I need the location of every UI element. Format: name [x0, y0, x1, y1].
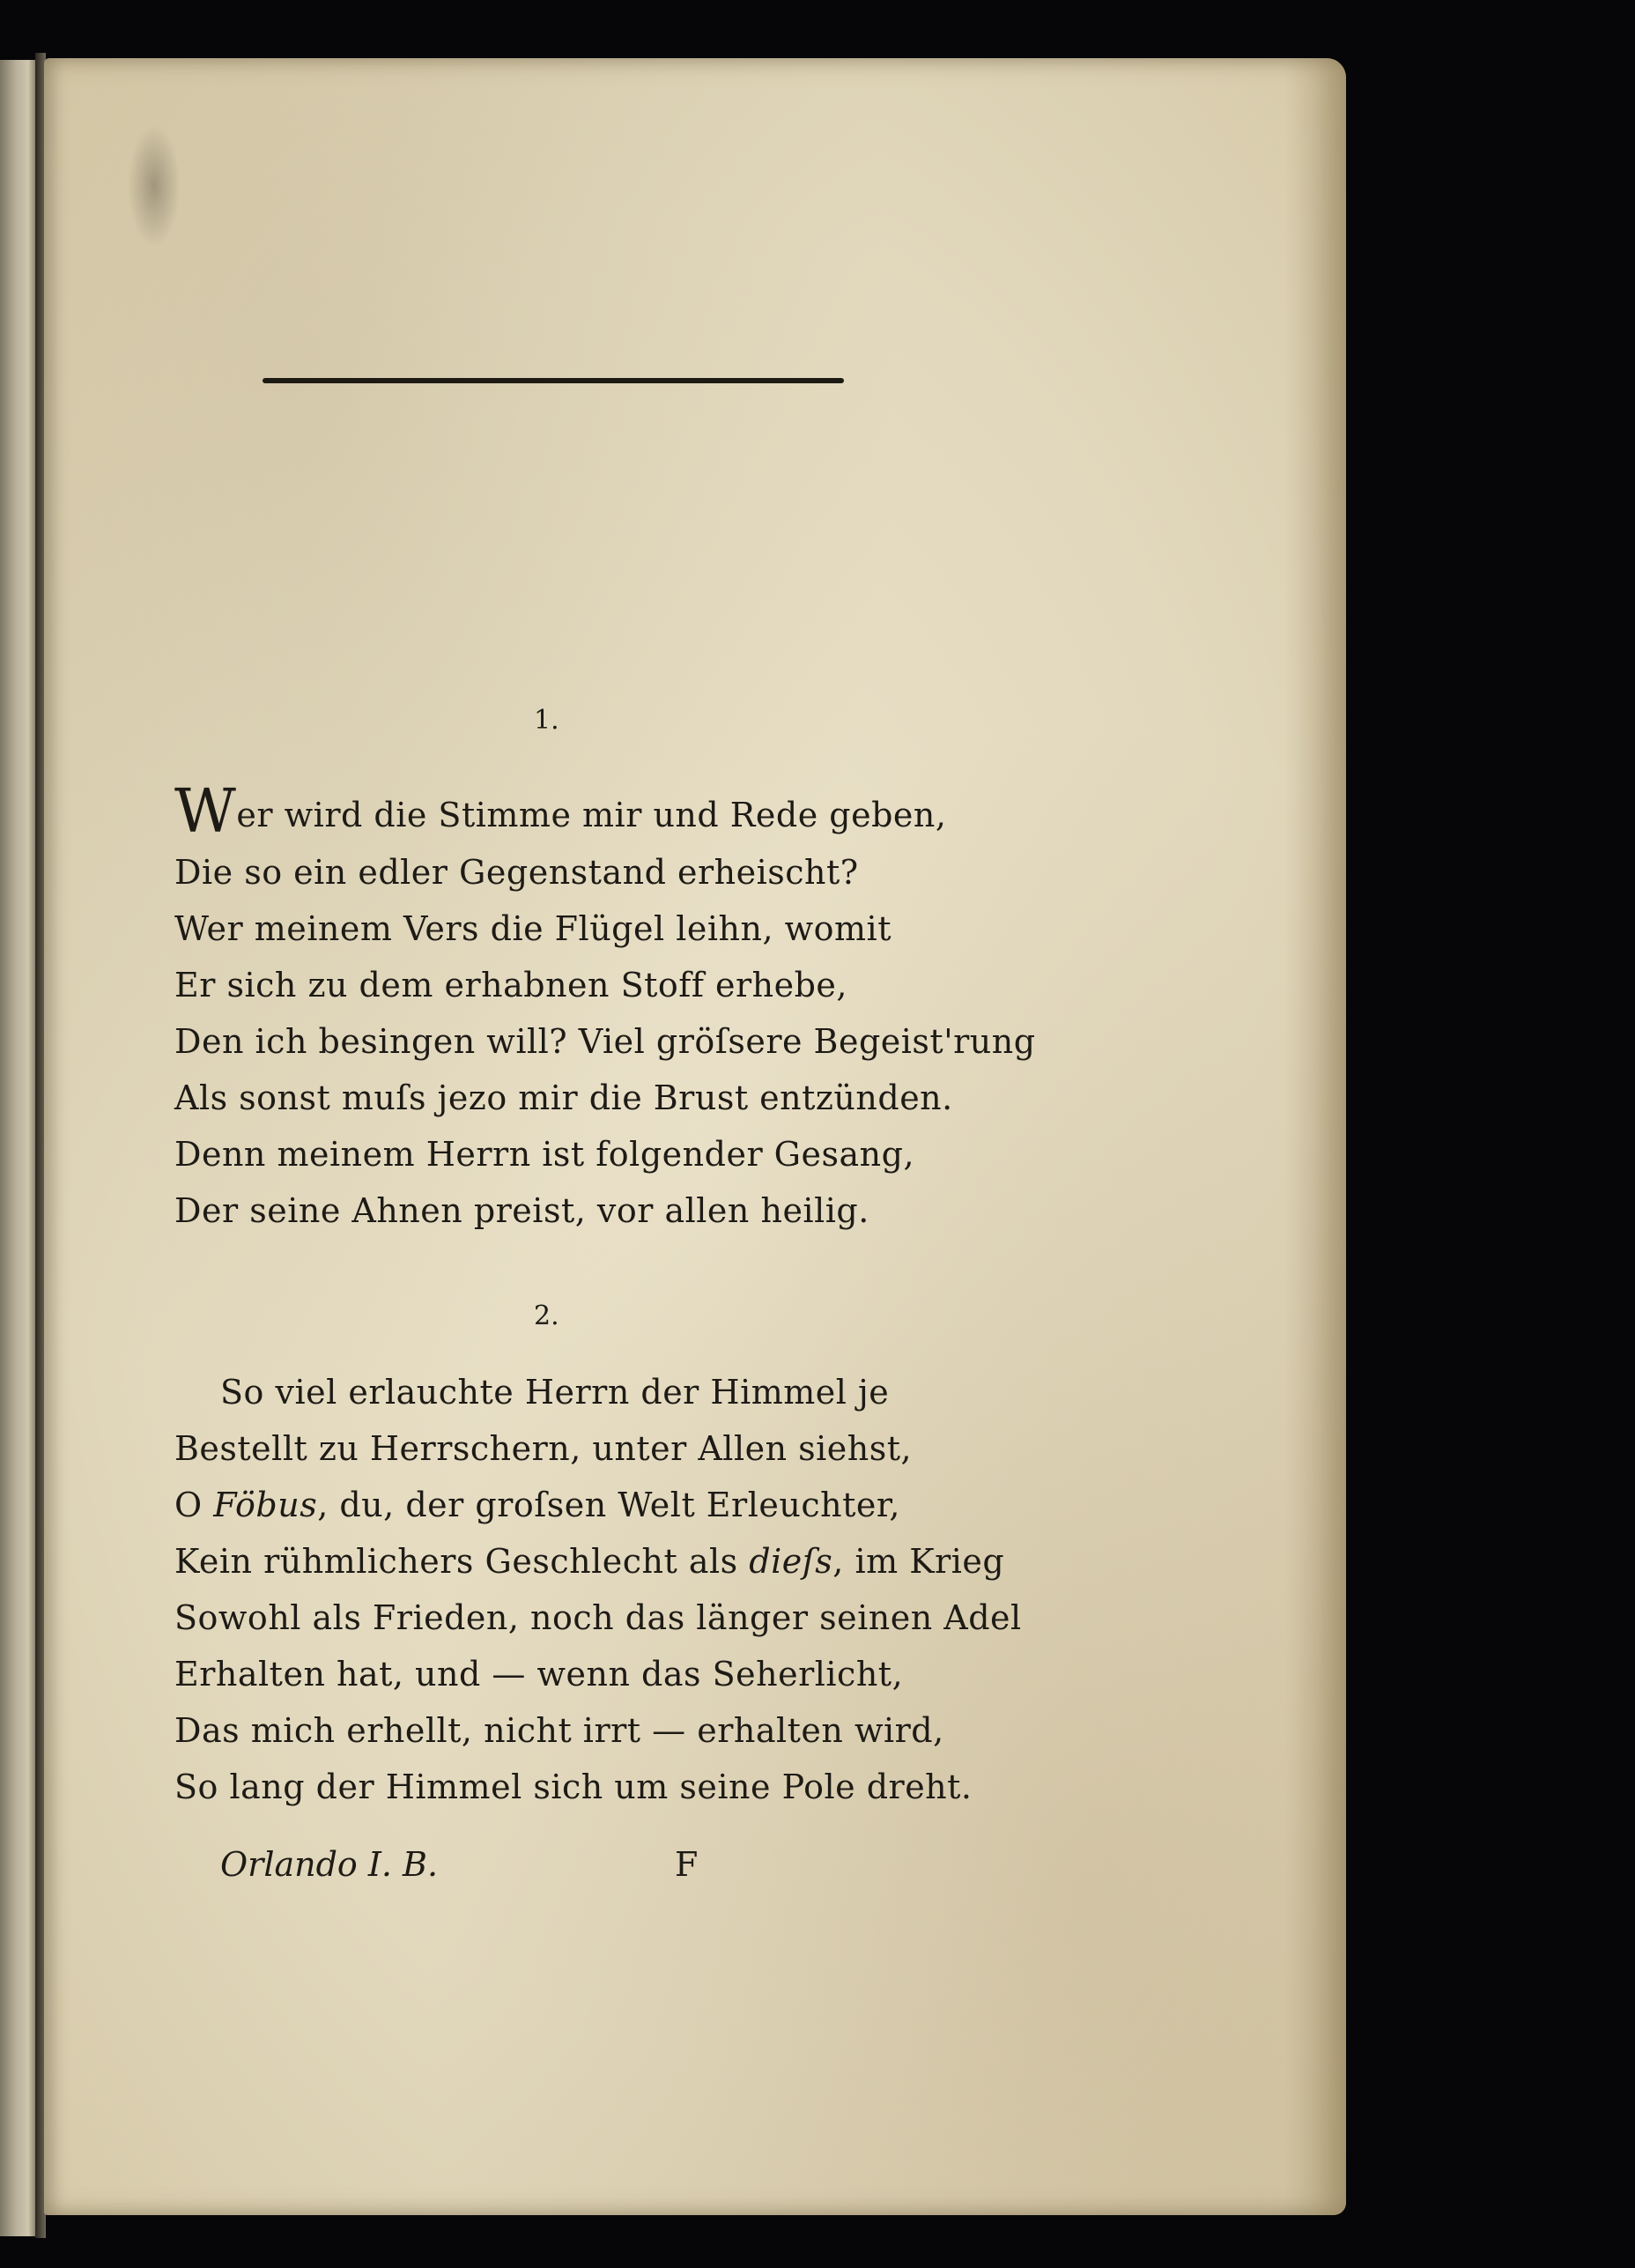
stanza-1-line: Die so ein edler Gegenstand erheischt? — [174, 853, 859, 892]
stanza-2-line: Das mich erhellt, nicht irrt — erhalten wird, — [174, 1711, 944, 1750]
stanza-1-line: Als sonst muſs jezo mir die Brust entzünden. — [174, 1078, 953, 1117]
stanza-1-line: Der seine Ahnen preist, vor allen heilig. — [174, 1191, 869, 1230]
stanza-2-line: So lang der Himmel sich um seine Pole dreht. — [174, 1768, 973, 1806]
ink-stain — [128, 124, 181, 248]
drop-cap: W — [174, 777, 237, 847]
header-rule — [263, 378, 844, 383]
stanza-2-line: Sowohl als Frieden, noch das länger seinen Adel — [174, 1598, 1022, 1637]
stanza-1-line: Er sich zu dem erhabnen Stoff erhebe, — [174, 966, 847, 1004]
stanza-1-line-1 — [174, 777, 947, 847]
italic-word: Föbus — [213, 1486, 318, 1524]
stanza-2-line: So viel erlauchte Herrn der Himmel je — [220, 1373, 890, 1412]
stanza-1-line: Den ich besingen will? Viel gröſsere Begeist'rung — [174, 1022, 1036, 1061]
stanza-2-line-4-text: Kein rühmlichers Geschlecht als dieſs, im Krieg — [174, 1542, 1005, 1581]
stanza-1-line-1-text: er wird die Stimme mir und Rede geben, — [236, 796, 947, 834]
stanza-2-line: Erhalten hat, und — wenn das Seherlicht, — [174, 1655, 904, 1694]
stanza-2-line: Bestellt zu Herrschern, unter Allen siehst, — [174, 1429, 913, 1468]
page-edge-shading — [1284, 58, 1346, 2215]
stanza-1-line: Wer meinem Vers die Flügel leihn, womit — [174, 909, 891, 948]
stanza-number-1: 1. — [534, 705, 559, 736]
stanza-2-line — [174, 1542, 1004, 1581]
signature-mark: Orlando I. B. — [220, 1845, 439, 1884]
italic-word: dieſs — [749, 1542, 833, 1581]
stanza-number-2: 2. — [534, 1301, 559, 1331]
book-page — [44, 58, 1346, 2215]
gathering-mark: F — [675, 1845, 699, 1884]
stanza-2-line-3-text: O Föbus, du, der groſsen Welt Erleuchter, — [174, 1486, 900, 1524]
stanza-2-line — [174, 1486, 900, 1524]
previous-page-edge — [0, 60, 37, 2236]
stanza-1-line: Denn meinem Herrn ist folgender Gesang, — [174, 1135, 915, 1174]
